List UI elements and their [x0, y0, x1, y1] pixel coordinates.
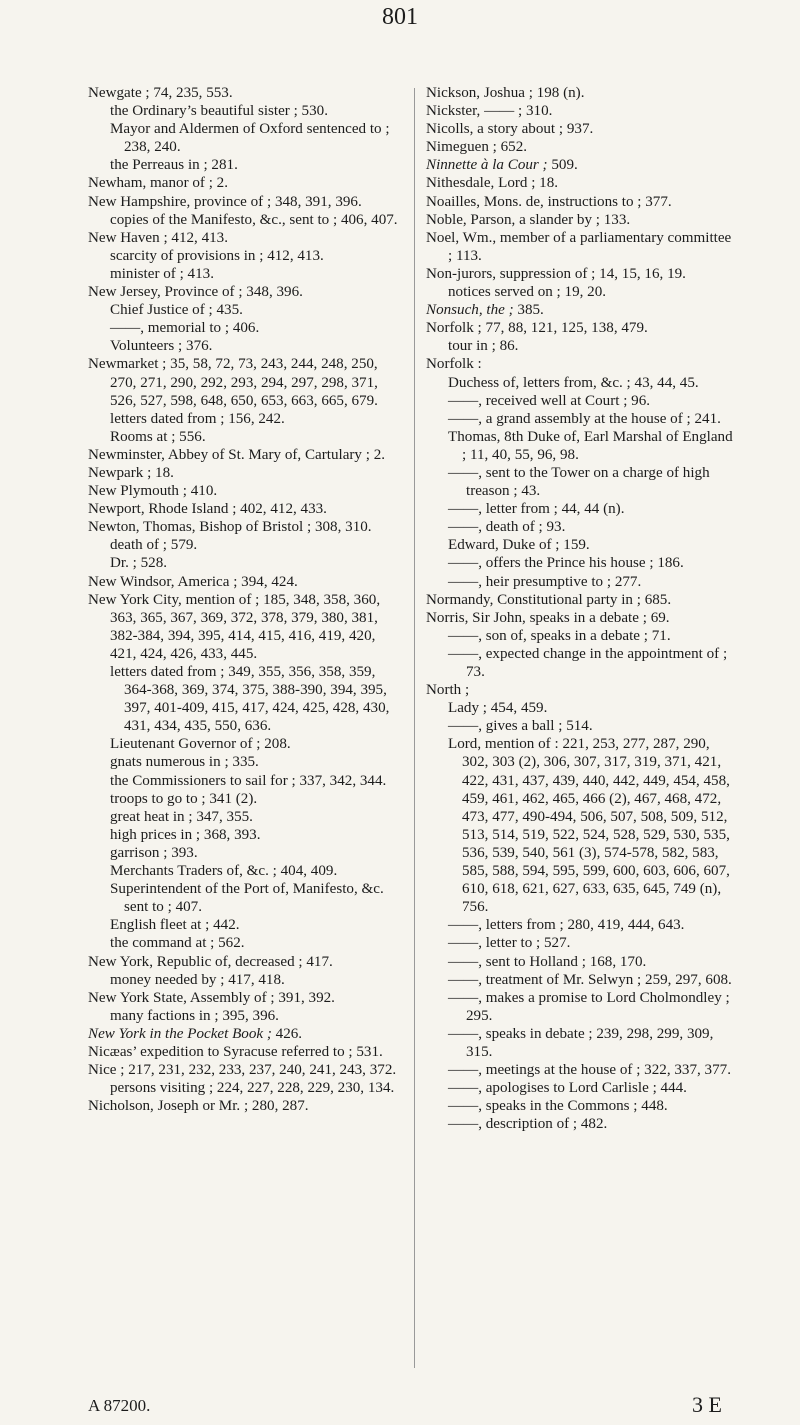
index-entry: Nicholson, Joseph or Mr. ; 280, 287.: [88, 1098, 309, 1115]
index-entry: Rooms at ; 556.: [110, 428, 206, 445]
index-entry: the command at ; 562.: [110, 935, 245, 952]
index-entry: ——, makes a promise to Lord Cholmondley ; 295.: [448, 989, 730, 1024]
index-entry: Lieutenant Governor of ; 208.: [110, 736, 291, 753]
index-entry: Nickster, —— ; 310.: [426, 103, 553, 120]
index-entry: ——, expected change in the appointment of ; 73.: [448, 645, 728, 680]
index-entry: Noel, Wm., member of a parliamentary committee ; 113.: [426, 229, 732, 264]
index-entry: garrison ; 393.: [110, 844, 198, 861]
index-entry: New York State, Assembly of ; 391, 392.: [88, 989, 335, 1006]
index-entry: the Commissioners to sail for ; 337, 342, 344.: [110, 772, 387, 789]
index-entry: Volunteers ; 376.: [110, 338, 213, 355]
index-entry: Newham, manor of ; 2.: [88, 175, 229, 192]
index-entry: money needed by ; 417, 418.: [110, 971, 285, 988]
index-entry: [426, 301, 738, 319]
left-index-column: [88, 84, 404, 1115]
index-entry: New York, Republic of, decreased ; 417.: [88, 953, 333, 970]
index-entry: ——, received well at Court ; 96.: [448, 392, 651, 409]
index-entry: Lady ; 454, 459.: [448, 700, 548, 717]
index-entry: ——, apologises to Lord Carlisle ; 444.: [448, 1080, 687, 1097]
index-entry: Nicæas’ expedition to Syracuse referred to ; 531.: [88, 1043, 383, 1060]
index-entry: Non-jurors, suppression of ; 14, 15, 16, 19.: [426, 265, 686, 282]
index-entry: Noailles, Mons. de, instructions to ; 377.: [426, 193, 672, 210]
index-entry: ——, sent to Holland ; 168, 170.: [448, 953, 647, 970]
index-entry: Norfolk :: [426, 356, 482, 373]
index-entry: New York City, mention of ; 185, 348, 358, 360, 363, 365, 367, 369, 372, 378, 379, 380, 381, 382-384, 394, 395, 414, 415, 416, 419, 420, 421, 424, 426, 433, 445.: [88, 591, 381, 662]
index-entry: Newgate ; 74, 235, 553.: [88, 85, 233, 101]
index-entry: tour in ; 86.: [448, 338, 519, 355]
index-entry: persons visiting ; 224, 227, 228, 229, 230, 134.: [110, 1080, 395, 1097]
index-entry-pages: 385.: [513, 302, 544, 319]
index-entry: New Jersey, Province of ; 348, 396.: [88, 284, 303, 301]
index-entry: ——, heir presumptive to ; 277.: [448, 573, 642, 590]
index-entry: Norfolk ; 77, 88, 121, 125, 138, 479.: [426, 320, 648, 337]
index-entry: Chief Justice of ; 435.: [110, 302, 243, 319]
index-entry-pages: 426.: [271, 1025, 303, 1042]
index-entry: New Haven ; 412, 413.: [88, 229, 229, 246]
index-entry: Thomas, 8th Duke of, Earl Marshal of England ; 11, 40, 55, 96, 98.: [448, 428, 733, 463]
index-entry: Nimeguen ; 652.: [426, 139, 528, 156]
index-entry: ——, speaks in debate ; 239, 298, 299, 309, 315.: [448, 1025, 714, 1060]
index-entry: letters dated from ; 349, 355, 356, 358, 359, 364-368, 369, 374, 375, 388-390, 394, 395, 397, 401-409, 415, 417, 424, 425, 428, 430, 431, 434, 435, 550, 636.: [110, 664, 390, 735]
index-entry: ——, meetings at the house of ; 322, 337, 377.: [448, 1062, 731, 1079]
index-entry: Nicolls, a story about ; 937.: [426, 121, 594, 138]
index-entry: ——, offers the Prince his house ; 186.: [448, 555, 684, 572]
index-entry: New Hampshire, province of ; 348, 391, 396.: [88, 193, 362, 210]
index-entry: Nice ; 217, 231, 232, 233, 237, 240, 241, 243, 372.: [88, 1062, 397, 1079]
index-entry-italic-title: New York in the Pocket Book ;: [88, 1025, 272, 1042]
index-entry: Normandy, Constitutional party in ; 685.: [426, 591, 672, 608]
index-entry: copies of the Manifesto, &c., sent to ; 406, 407.: [110, 211, 398, 228]
index-entry: ——, death of ; 93.: [448, 519, 566, 536]
index-entry: minister of ; 413.: [110, 265, 214, 282]
index-entry: the Ordinary’s beautiful sister ; 530.: [110, 103, 328, 120]
index-entry: ——, son of, speaks in a debate ; 71.: [448, 627, 671, 644]
index-entry: North ;: [426, 682, 470, 699]
index-entry: ——, letter from ; 44, 44 (n).: [448, 501, 625, 518]
index-entry: Lord, mention of : 221, 253, 277, 287, 290, 302, 303 (2), 306, 307, 317, 319, 371, 421, 422, 431, 437, 439, 440, 442, 449, 454, 458, 459, 461, 462, 465, 466 (2), 467, 468, 472, 473, 477, 490-494, 506, 507, 508, 509, 512, 513, 514, 519, 522, 524, 528, 529, 530, 535, 536, 539, 540, 561 (3), 574-578, 582, 583, 585, 588, 594, 595, 599, 600, 603, 606, 607, 610, 618, 621, 627, 633, 635, 645, 749 (n), 756.: [448, 736, 730, 916]
index-entry-pages: 509.: [547, 157, 578, 174]
index-entry: ——, a grand assembly at the house of ; 241.: [448, 410, 721, 427]
column-divider: [414, 88, 415, 1368]
index-entry: [88, 1025, 404, 1043]
index-entry: ——, speaks in the Commons ; 448.: [448, 1098, 668, 1115]
index-entry: Nithesdale, Lord ; 18.: [426, 175, 559, 192]
index-entry: many factions in ; 395, 396.: [110, 1007, 279, 1024]
page-number: 801: [382, 4, 418, 30]
index-entry: troops to go to ; 341 (2).: [110, 790, 258, 807]
index-entry: Newport, Rhode Island ; 402, 412, 433.: [88, 501, 327, 518]
index-entry: English fleet at ; 442.: [110, 917, 240, 934]
index-entry: high prices in ; 368, 393.: [110, 826, 261, 843]
printer-signature: A 87200.: [88, 1396, 151, 1415]
index-entry: [426, 156, 738, 174]
index-entry: Newmarket ; 35, 58, 72, 73, 243, 244, 248, 250, 270, 271, 290, 292, 293, 294, 297, 298, 371, 526, 527, 598, 648, 650, 653, 663, 665, 679.: [88, 356, 378, 409]
index-entry: ——, gives a ball ; 514.: [448, 718, 593, 735]
index-entry: Dr. ; 528.: [110, 555, 168, 572]
index-entry: ——, description of ; 482.: [448, 1116, 608, 1133]
index-entry: ——, sent to the Tower on a charge of high treason ; 43.: [448, 464, 710, 500]
index-entry: ——, letters from ; 280, 419, 444, 643.: [448, 917, 685, 934]
index-entry: New Windsor, America ; 394, 424.: [88, 573, 298, 590]
index-entry: Nickson, Joshua ; 198 (n).: [426, 85, 585, 101]
index-entry: Newton, Thomas, Bishop of Bristol ; 308, 310.: [88, 519, 372, 536]
index-entry: the Perreaus in ; 281.: [110, 157, 238, 174]
index-entry: ——, treatment of Mr. Selwyn ; 259, 297, 608.: [448, 971, 732, 988]
index-entry: ——, letter to ; 527.: [448, 935, 571, 952]
index-entry: Merchants Traders of, &c. ; 404, 409.: [110, 863, 338, 880]
index-entry: New Plymouth ; 410.: [88, 483, 218, 500]
index-entry: Mayor and Aldermen of Oxford sentenced to ; 238, 240.: [110, 121, 390, 156]
index-entry: letters dated from ; 156, 242.: [110, 410, 285, 427]
index-entry-italic-title: Nonsuch, the ;: [426, 302, 514, 319]
index-entry: ——, memorial to ; 406.: [110, 320, 260, 337]
index-entry: notices served on ; 19, 20.: [448, 284, 607, 301]
index-entry: scarcity of provisions in ; 412, 413.: [110, 247, 324, 264]
index-entry-italic-title: Ninnette à la Cour ;: [426, 157, 548, 174]
index-entry: Norris, Sir John, speaks in a debate ; 69.: [426, 609, 670, 626]
index-entry: Newpark ; 18.: [88, 464, 174, 481]
index-entry: Duchess of, letters from, &c. ; 43, 44, 45.: [448, 374, 699, 391]
index-entry: Noble, Parson, a slander by ; 133.: [426, 211, 631, 228]
index-entry: death of ; 579.: [110, 537, 198, 554]
index-entry: Edward, Duke of ; 159.: [448, 537, 590, 554]
index-entry: gnats numerous in ; 335.: [110, 754, 259, 771]
sheet-mark: 3 E: [692, 1392, 722, 1417]
index-entry: Newminster, Abbey of St. Mary of, Cartulary ; 2.: [88, 446, 386, 463]
index-entry: great heat in ; 347, 355.: [110, 808, 253, 825]
index-entry: Superintendent of the Port of, Manifesto, &c. sent to ; 407.: [110, 881, 384, 916]
right-index-column: [426, 84, 738, 1133]
